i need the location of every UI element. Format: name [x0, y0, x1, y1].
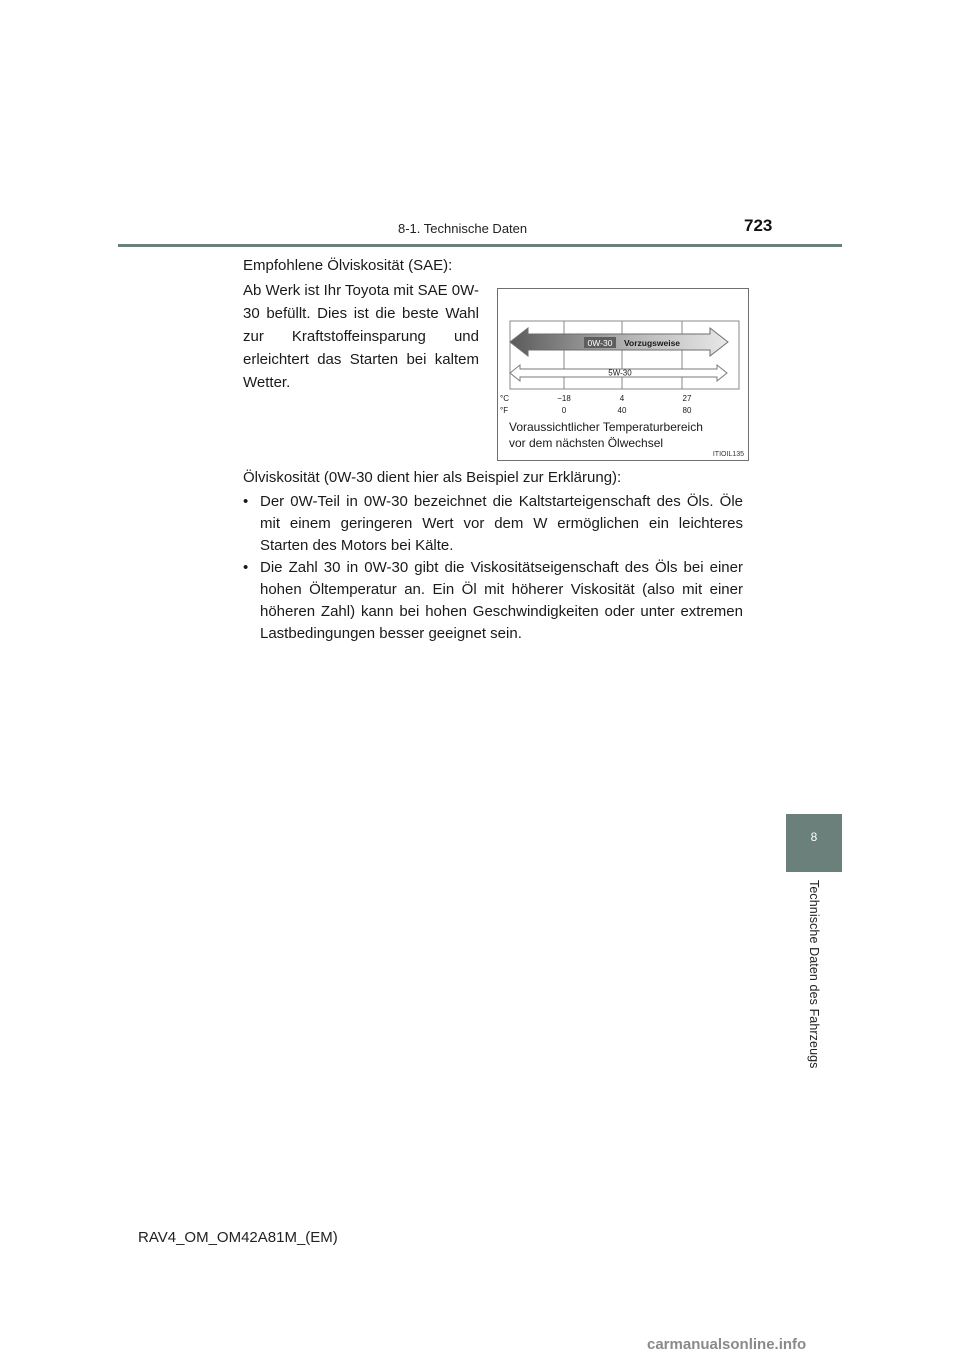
figure-caption-line2: vor dem nächsten Ölwechsel	[509, 436, 664, 450]
bullet-mark: •	[243, 493, 249, 510]
bullet-mark: •	[243, 559, 249, 576]
list-item	[243, 557, 743, 645]
list-item	[243, 491, 743, 557]
figure-id: ITIOIL135	[712, 451, 744, 458]
recommended-viscosity-heading: Empfohlene Ölviskosität (SAE):	[243, 257, 453, 274]
oil-secondary-label: 5W-30	[608, 368, 632, 378]
oil-primary-label: 0W-30	[587, 338, 613, 348]
unit-celsius: °C	[500, 394, 509, 403]
footer-model-code: RAV4_OM_OM42A81M_(EM)	[138, 1229, 338, 1246]
chapter-tab-number: 8	[810, 830, 818, 844]
chapter-side-label: Technische Daten des Fahrzeugs	[807, 880, 821, 1069]
unit-fahrenheit: °F	[500, 406, 509, 415]
intro-paragraph: Ab Werk ist Ihr Toyota mit SAE 0W-30 befüllt. Dies ist die beste Wahl zur Kraftstoffeinsparung und erleichtert das Starten bei kaltem Wetter.	[243, 282, 479, 391]
tick-celsius: 27	[682, 394, 692, 403]
list-item-text: Die Zahl 30 in 0W-30 gibt die Viskositätseigenschaft des Öls bei einer hohen Öltemperatur an. Ein Öl mit höherer Viskosität (also mit einer höheren Zahl) kann bei hohen Geschwindigkeiten oder unter extremen Lastbedingungen besser geeignet sein.	[260, 559, 743, 642]
grid-frame	[510, 321, 739, 389]
preferred-label: Vorzugsweise	[623, 338, 681, 348]
tick-celsius: 4	[619, 394, 625, 403]
list-item-text: Der 0W-Teil in 0W-30 bezeichnet die Kaltstarteigenschaft des Öls. Öle mit einem geringeren Wert vor dem W ermöglichen ein leichteres Starten des Motors bei Kälte.	[260, 493, 743, 554]
tick-fahrenheit: 80	[682, 406, 692, 415]
section-title: 8-1. Technische Daten	[398, 221, 528, 236]
tick-fahrenheit: 40	[617, 406, 627, 415]
watermark: carmanualsonline.info	[647, 1336, 807, 1353]
tick-fahrenheit: 0	[561, 406, 567, 415]
header-divider	[118, 244, 842, 247]
viscosity-figure	[497, 288, 749, 461]
example-heading: Ölviskosität (0W-30 dient hier als Beispiel zur Erklärung):	[243, 469, 622, 486]
figure-caption-line1: Voraussichtlicher Temperaturbereich	[509, 420, 703, 434]
viscosity-diagram	[498, 289, 748, 460]
page-number: 723	[744, 216, 773, 235]
tick-celsius: −18	[557, 394, 571, 403]
